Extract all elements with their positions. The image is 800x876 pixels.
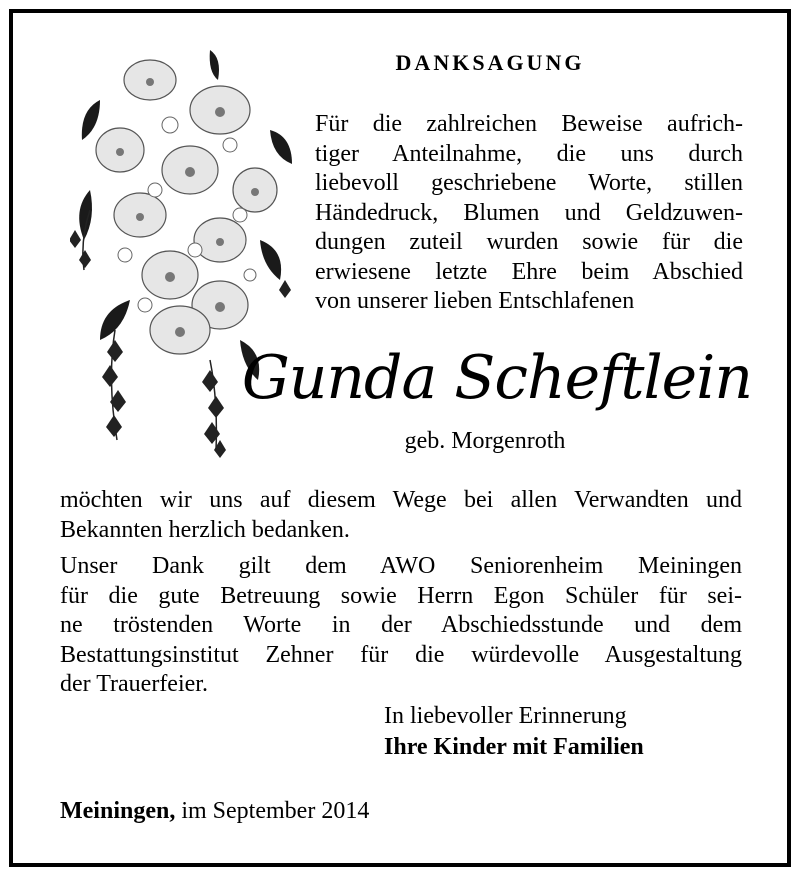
paragraph-line: möchten wir uns auf diesem Wege bei allen Verwandten und xyxy=(60,487,742,513)
notice-heading: DANKSAGUNG xyxy=(395,50,585,75)
maiden-name: geb. Morgenroth xyxy=(404,428,566,454)
place: Meiningen, xyxy=(60,798,176,824)
paragraph-line: ne tröstenden Worte in der Abschiedsstunde und dem xyxy=(60,612,742,638)
intro-line: Händedruck, Blumen und Geldzuwen- xyxy=(315,199,743,226)
thanks-paragraph xyxy=(60,486,742,545)
intro-line: Für die zahlreichen Beweise aufrich- xyxy=(315,111,743,137)
intro-line: tiger Anteilnahme, die uns durch xyxy=(315,140,743,167)
paragraph-line: Bekannten herzlich bedanken. xyxy=(60,516,350,543)
place-date xyxy=(60,798,369,825)
signers: Ihre Kinder mit Familien xyxy=(384,734,644,760)
intro-line: von unserer lieben Entschlafenen xyxy=(315,288,635,314)
intro-line: dungen zuteil wurden sowie für die xyxy=(315,229,743,255)
paragraph-line: für die gute Betreuung sowie Herrn Egon Schüler für sei- xyxy=(60,582,742,609)
paragraph-line: Unser Dank gilt dem AWO Seniorenheim Meiningen xyxy=(60,553,742,579)
intro-line: erwiesene letzte Ehre beim Abschied xyxy=(315,258,743,285)
paragraph-line: Bestattungsinstitut Zehner für die würdevolle Ausgestaltung xyxy=(60,641,742,668)
intro-line: liebevoll geschriebene Worte, stillen xyxy=(315,170,743,196)
intro-text xyxy=(315,110,743,317)
deceased-name: Gunda Scheftlein xyxy=(241,343,752,413)
date: im September 2014 xyxy=(181,798,370,824)
gratitude-paragraph xyxy=(60,552,742,700)
closing-phrase: In liebevoller Erinnerung xyxy=(384,703,627,729)
paragraph-line: der Trauerfeier. xyxy=(60,671,208,697)
